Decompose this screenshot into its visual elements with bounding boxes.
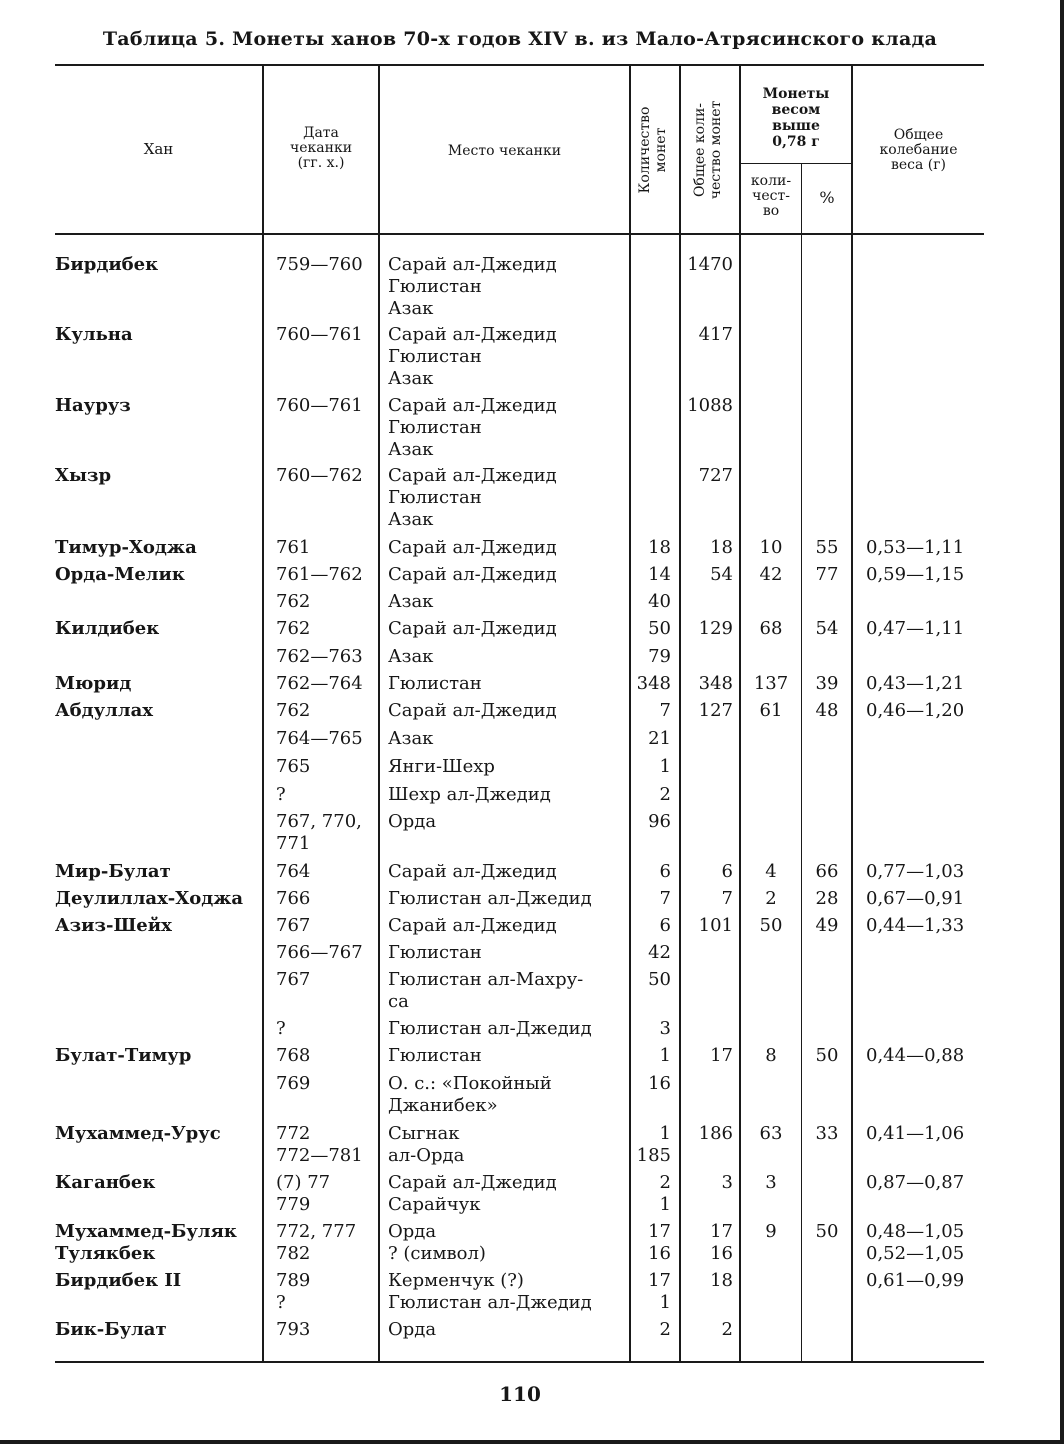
page-number: 110	[499, 1382, 541, 1406]
cell-date: 766—767	[276, 942, 363, 963]
cell-mint: Гюлистан ал-Махру- са	[388, 969, 584, 1012]
cell-hc: 10	[759, 537, 783, 558]
cell-count: 6	[659, 861, 671, 882]
cell-date: 760—761	[276, 324, 363, 345]
cell-hc: 4	[765, 861, 777, 882]
cell-total: 727	[698, 465, 733, 486]
cell-count: 17 1	[648, 1270, 671, 1313]
cell-mint: Гюлистан	[388, 942, 482, 963]
cell-date: 793	[276, 1319, 311, 1340]
header-date: Дата чеканки (гг. х.)	[289, 125, 353, 171]
cell-date: 767, 770, 771	[276, 811, 362, 854]
cell-mint: ? (символ)	[388, 1243, 486, 1264]
cell-khan: Абдуллах	[55, 700, 153, 721]
cell-mint: Азак	[388, 646, 434, 667]
cell-mint: Орда	[388, 1319, 437, 1340]
cell-mint: Сарай ал-Джедид Гюлистан Азак	[388, 254, 557, 319]
cell-date: 766	[276, 888, 311, 909]
cell-count: 21	[648, 728, 671, 749]
heavy-coins-subrule	[741, 163, 851, 164]
cell-weight: 0,43—1,21	[866, 673, 965, 694]
cell-date: 772, 777	[276, 1221, 357, 1242]
cell-date: ?	[276, 784, 286, 805]
cell-total: 348	[698, 673, 733, 694]
cell-date: 782	[276, 1243, 311, 1264]
cell-total: 18	[710, 1270, 733, 1291]
cell-mint: Сарай ал-Джедид Гюлистан Азак	[388, 465, 557, 530]
cell-total: 1088	[687, 395, 733, 416]
cell-date: 767	[276, 915, 311, 936]
cell-khan: Бирдибек II	[55, 1270, 182, 1291]
cell-khan: Деулиллах-Ходжа	[55, 888, 244, 909]
cell-hc: 8	[765, 1045, 777, 1066]
cell-mint: О. с.: «Покойный Джанибек»	[388, 1073, 552, 1116]
cell-weight: 0,87—0,87	[866, 1172, 965, 1193]
cell-weight: 0,46—1,20	[866, 700, 965, 721]
cell-total: 16	[710, 1243, 733, 1264]
cell-date: 762—763	[276, 646, 363, 667]
cell-mint: Янги-Шехр	[388, 756, 495, 777]
table-bottom-rule	[55, 1361, 984, 1363]
cell-mint: Керменчук (?) Гюлистан ал-Джедид	[388, 1270, 592, 1313]
cell-khan: Орда-Мелик	[55, 564, 185, 585]
cell-total: 7	[721, 888, 733, 909]
cell-hp: 39	[815, 673, 839, 694]
cell-weight: 0,47—1,11	[866, 618, 965, 639]
cell-total: 127	[698, 700, 733, 721]
cell-total: 6	[721, 861, 733, 882]
cell-khan: Булат-Тимур	[55, 1045, 192, 1066]
cell-weight: 0,67—0,91	[866, 888, 965, 909]
header-bottom-rule	[55, 233, 984, 235]
cell-date: 760—761	[276, 395, 363, 416]
cell-khan: Кульна	[55, 324, 133, 345]
cell-count: 6	[659, 915, 671, 936]
cell-count: 7	[659, 700, 671, 721]
cell-hp: 49	[815, 915, 839, 936]
cell-hp: 48	[815, 700, 839, 721]
cell-mint: Орда	[388, 1221, 437, 1242]
cell-date: 762	[276, 618, 311, 639]
cell-mint: Азак	[388, 728, 434, 749]
cell-date: ?	[276, 1018, 286, 1039]
cell-weight: 0,41—1,06	[866, 1123, 965, 1144]
cell-khan: Азиз-Шейх	[55, 915, 172, 936]
cell-hp: 28	[815, 888, 839, 909]
cell-hp: 50	[815, 1221, 839, 1242]
cell-count: 7	[659, 888, 671, 909]
cell-hp: 50	[815, 1045, 839, 1066]
header-heavy-count: коли- чест- во	[750, 173, 792, 219]
cell-count: 348	[636, 673, 671, 694]
cell-date: 764	[276, 861, 311, 882]
cell-mint: Шехр ал-Джедид	[388, 784, 551, 805]
table-title: Таблица 5. Монеты ханов 70-х годов XIV в. из Мало-Атрясинского клада	[102, 28, 938, 50]
cell-weight: 0,44—1,33	[866, 915, 965, 936]
cell-count: 1	[659, 1045, 671, 1066]
header-weight-range: Общее колебание веса (г)	[879, 127, 958, 173]
cell-total: 186	[698, 1123, 733, 1144]
cell-count: 50	[648, 618, 671, 639]
cell-weight: 0,48—1,05	[866, 1221, 965, 1242]
cell-khan: Каганбек	[55, 1172, 156, 1193]
cell-date: 760—762	[276, 465, 363, 486]
cell-mint: Азак	[388, 591, 434, 612]
cell-hc: 9	[765, 1221, 777, 1242]
cell-weight: 0,59—1,15	[866, 564, 965, 585]
cell-mint: Гюлистан ал-Джедид	[388, 888, 592, 909]
cell-count: 50	[648, 969, 671, 990]
cell-date: 761	[276, 537, 311, 558]
cell-hc: 50	[759, 915, 783, 936]
cell-mint: Сарай ал-Джедид	[388, 915, 557, 936]
cell-hp: 55	[815, 537, 839, 558]
cell-hc: 63	[759, 1123, 783, 1144]
cell-total: 2	[721, 1319, 733, 1340]
cell-date: 768	[276, 1045, 311, 1066]
cell-count: 1	[659, 756, 671, 777]
cell-count: 42	[648, 942, 671, 963]
cell-hp: 77	[815, 564, 839, 585]
cell-mint: Сарай ал-Джедид	[388, 700, 557, 721]
cell-khan: Бирдибек	[55, 254, 159, 275]
cell-mint: Сарай ал-Джедид	[388, 618, 557, 639]
cell-khan: Мухаммед-Урус	[55, 1123, 221, 1144]
cell-total: 417	[698, 324, 733, 345]
cell-weight: 0,77—1,03	[866, 861, 965, 882]
cell-mint: Гюлистан ал-Джедид	[388, 1018, 592, 1039]
header-khan: Хан	[143, 140, 174, 158]
header-mint: Место чеканки	[447, 143, 562, 159]
cell-weight: 0,52—1,05	[866, 1243, 965, 1264]
cell-hp: 54	[815, 618, 839, 639]
cell-count: 16	[648, 1073, 671, 1094]
cell-mint: Сарай ал-Джедид Гюлистан Азак	[388, 324, 557, 389]
cell-count: 2	[659, 784, 671, 805]
cell-total: 101	[698, 915, 733, 936]
cell-khan: Килдибек	[55, 618, 160, 639]
cell-khan: Мюрид	[55, 673, 132, 694]
cell-total: 54	[710, 564, 733, 585]
cell-mint: Сарай ал-Джедид	[388, 861, 557, 882]
cell-khan: Мухаммед-Буляк	[55, 1221, 237, 1242]
header-count: Количество монет	[637, 106, 669, 194]
cell-total: 129	[698, 618, 733, 639]
table-top-rule	[55, 64, 984, 66]
cell-date: 761—762	[276, 564, 363, 585]
cell-hc: 3	[765, 1172, 777, 1193]
cell-total: 18	[710, 537, 733, 558]
cell-date: (7) 77 779	[276, 1172, 331, 1215]
cell-total: 17	[710, 1045, 733, 1066]
cell-mint: Сарай ал-Джедид Гюлистан Азак	[388, 395, 557, 460]
cell-date: 764—765	[276, 728, 363, 749]
cell-mint: Гюлистан	[388, 673, 482, 694]
col-rule-heavy-pct	[801, 164, 802, 1361]
cell-khan: Мир-Булат	[55, 861, 171, 882]
cell-khan: Тулякбек	[55, 1243, 156, 1264]
header-total: Общее коли- чество монет	[692, 100, 724, 200]
cell-weight: 0,53—1,11	[866, 537, 965, 558]
cell-total: 17	[710, 1221, 733, 1242]
cell-count: 2 1	[659, 1172, 671, 1215]
cell-total: 3	[721, 1172, 733, 1193]
cell-weight: 0,61—0,99	[866, 1270, 965, 1291]
cell-hc: 61	[759, 700, 783, 721]
cell-count: 17	[648, 1221, 671, 1242]
cell-date: 762	[276, 591, 311, 612]
cell-hc: 42	[759, 564, 783, 585]
cell-count: 2	[659, 1319, 671, 1340]
cell-mint: Сарай ал-Джедид Сарайчук	[388, 1172, 557, 1215]
col-rule-mint	[378, 66, 380, 1361]
cell-date: 769	[276, 1073, 311, 1094]
cell-mint: Орда	[388, 811, 437, 832]
cell-mint: Сыгнак ал-Орда	[388, 1123, 465, 1166]
cell-count: 3	[659, 1018, 671, 1039]
cell-hc: 68	[759, 618, 783, 639]
cell-hc: 137	[753, 673, 789, 694]
cell-khan: Тимур-Ходжа	[55, 537, 197, 558]
cell-count: 40	[648, 591, 671, 612]
cell-date: 762	[276, 700, 311, 721]
cell-total: 1470	[687, 254, 733, 275]
cell-mint: Сарай ал-Джедид	[388, 537, 557, 558]
cell-date: 762—764	[276, 673, 363, 694]
cell-count: 18	[648, 537, 671, 558]
cell-khan: Бик-Булат	[55, 1319, 167, 1340]
cell-hp: 66	[815, 861, 839, 882]
header-heavy-percent: %	[819, 188, 835, 207]
header-heavy-coins: Монеты весом выше 0,78 г	[762, 86, 830, 150]
cell-date: 767	[276, 969, 311, 990]
cell-count: 79	[648, 646, 671, 667]
cell-mint: Гюлистан	[388, 1045, 482, 1066]
col-rule-date	[262, 66, 264, 1361]
cell-date: 759—760	[276, 254, 363, 275]
col-rule-weight	[851, 66, 853, 1361]
cell-count: 14	[648, 564, 671, 585]
cell-date: 772 772—781	[276, 1123, 363, 1166]
cell-count: 16	[648, 1243, 671, 1264]
cell-mint: Сарай ал-Джедид	[388, 564, 557, 585]
cell-weight: 0,44—0,88	[866, 1045, 965, 1066]
cell-count: 1 185	[636, 1123, 671, 1166]
cell-count: 96	[648, 811, 671, 832]
cell-hp: 33	[815, 1123, 839, 1144]
cell-date: 789 ?	[276, 1270, 311, 1313]
cell-khan: Хызр	[55, 465, 112, 486]
cell-date: 765	[276, 756, 311, 777]
cell-hc: 2	[765, 888, 777, 909]
cell-khan: Науруз	[55, 395, 131, 416]
